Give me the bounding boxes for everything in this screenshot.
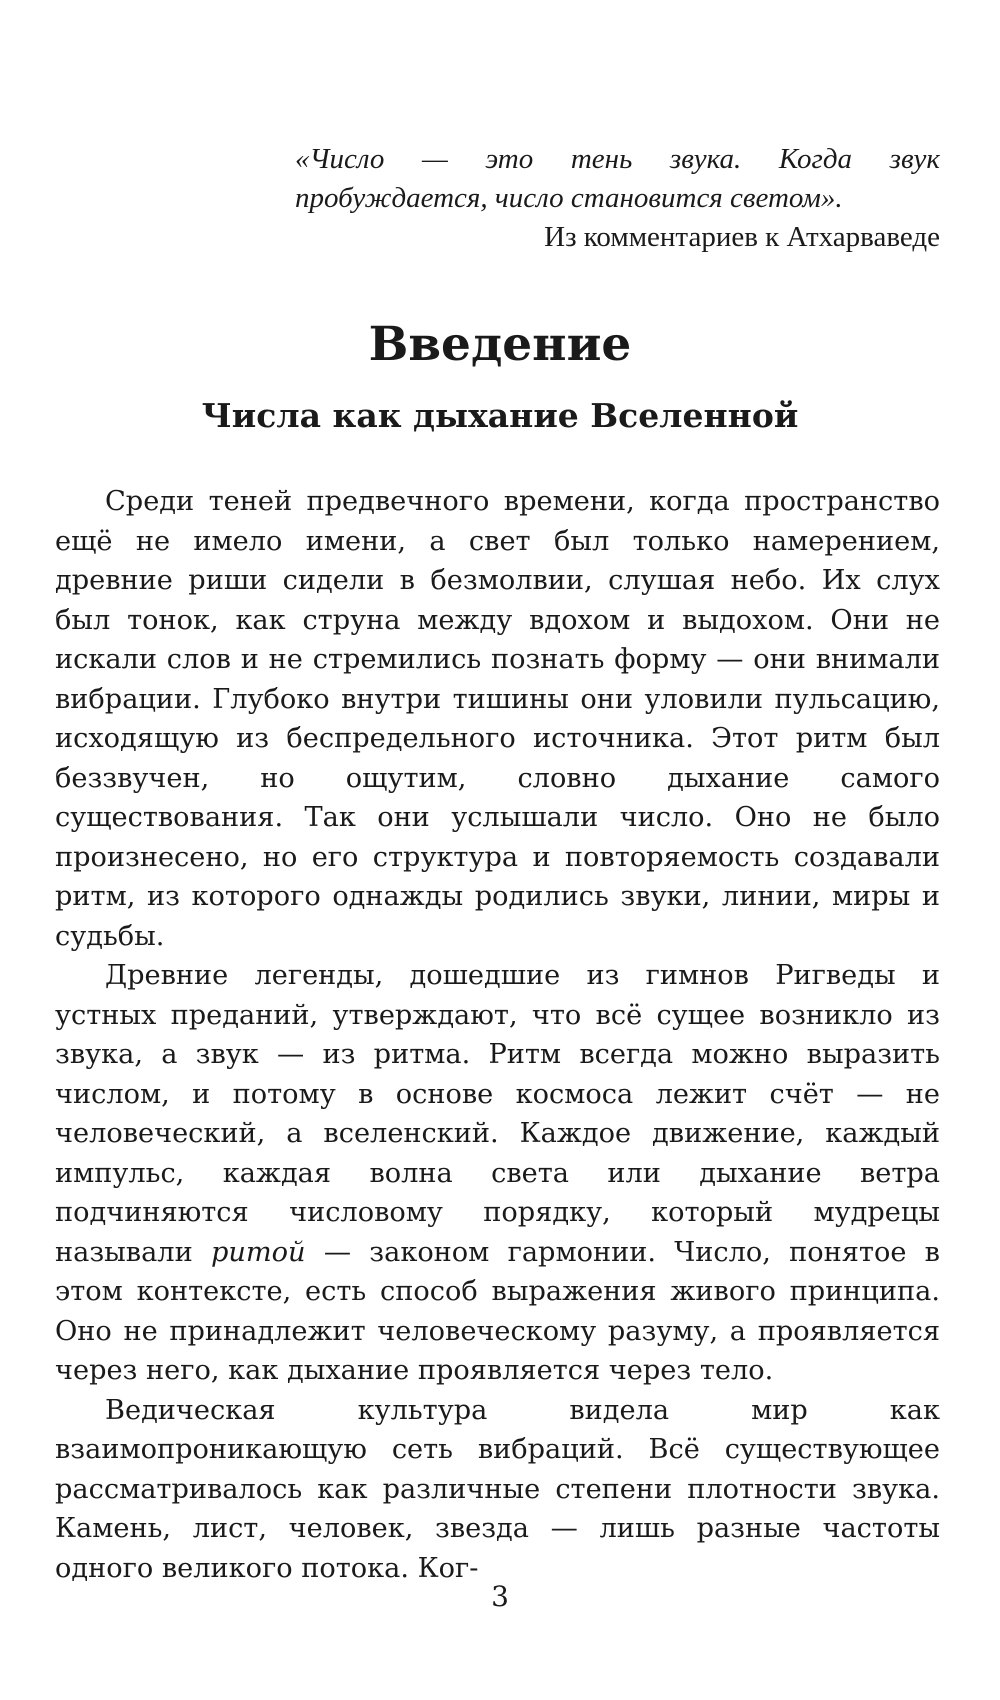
chapter-title: Введение bbox=[368, 317, 632, 372]
paragraph-2-text-start: Древние легенды, дошедшие из гимнов Ригведы и устных преданий, утверждают, что всё сущее возникло из звука, а звук — из ритма. Ритм всегда можно выразить числом, и потому в основе космоса лежит счёт — не человеческий, а вселенский. Каждое движение, каждый импульс, каждая волна света или дыхание ветра подчиняются числовому порядку, который мудрецы называли bbox=[55, 960, 940, 1268]
paragraph-2 bbox=[55, 956, 940, 1391]
paragraph-2-text-end: — законом гармонии. Число, понятое в этом контексте, есть способ выражения живого принципа. Оно не принадлежит человеческому разуму, а проявляется через него, как дыхание проявляется через тело. bbox=[55, 1236, 940, 1386]
paragraph-3: Ведическая культура видела мир как взаимопроникающую сеть вибраций. Всё существующее рассматривалось как различные степени плотности звука. Камень, лист, человек, звезда — лишь разные частоты одного великого потока. Ког- bbox=[55, 1394, 940, 1584]
epigraph bbox=[295, 140, 940, 257]
paragraph-1: Среди теней предвечного времени, когда пространство ещё не имело имени, а свет был только намерением, древние риши сидели в безмолвии, слушая небо. Их слух был тонок, как струна между вдохом и выдохом. Они не искали слов и не стремились познать форму — они внимали вибрации. Глубоко внутри тишины они уловили пульсацию, исходящую из беспредельного источника. Этот ритм был беззвучен, но ощутим, словно дыхание самого существования. Так они услышали число. Оно не было произнесено, но его структура и повторяемость создавали ритм, из которого однажды родились звуки, линии, миры и судьбы. bbox=[55, 486, 940, 952]
epigraph-source: Из комментариев к Атхарваведе bbox=[544, 221, 940, 253]
epigraph-quote: «Число — это тень звука. Когда звук пробуждается, число становится светом». bbox=[295, 143, 940, 214]
chapter-subtitle: Числа как дыхание Вселенной bbox=[201, 396, 799, 435]
paragraph-2-term-rita: ритой bbox=[210, 1236, 306, 1268]
body-text bbox=[55, 482, 940, 1588]
page-number: 3 bbox=[491, 1580, 509, 1613]
